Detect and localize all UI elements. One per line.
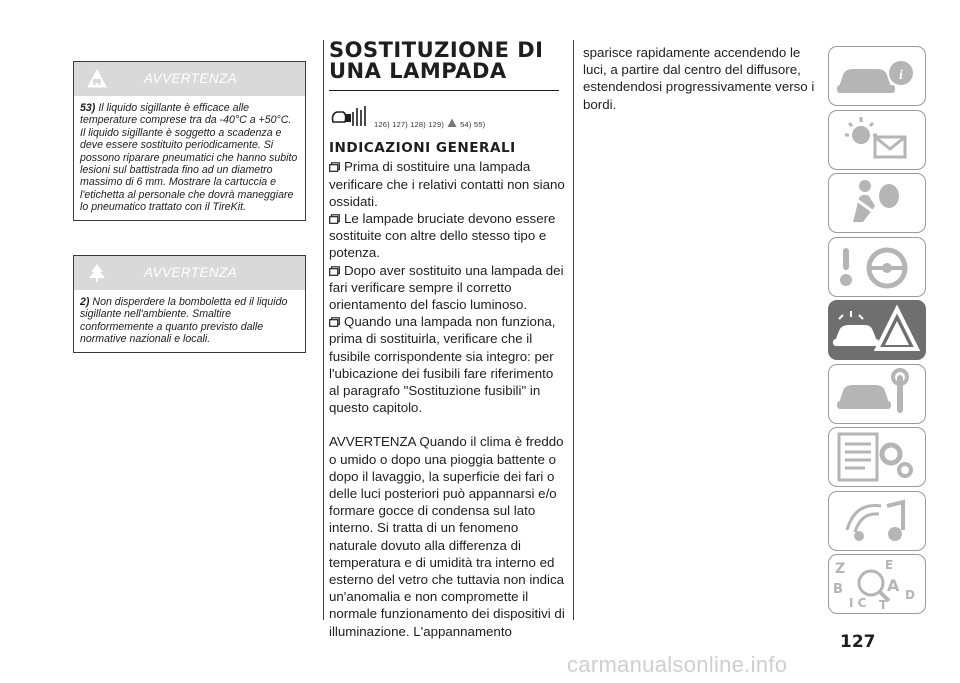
small-car-warning-icon — [447, 118, 457, 128]
caution-refs: 54) 55) — [460, 120, 486, 130]
square-bullet-icon — [329, 214, 340, 224]
column-divider — [573, 40, 574, 620]
svg-text:T: T — [879, 598, 888, 612]
multimedia-icon — [829, 492, 925, 550]
list-item — [329, 262, 565, 314]
chapter-tabs — [828, 46, 928, 618]
warning-ref: 53) — [80, 102, 96, 114]
tab-emergency[interactable] — [828, 300, 926, 360]
list-item — [329, 313, 565, 416]
warning-refs: 126) 127) 128) 129) — [374, 120, 445, 130]
tree-environment-icon — [86, 262, 108, 284]
warning-body: Il liquido sigillante è efficace alle temperature comprese tra da -40°C a +50°C. Il liquido sigillante è soggetto a scadenza e deve essere sostituito periodicamente. Si possono riparare pneumatici che hanno subito lesioni sul battistrada fino ad un diametro massimo di 6 mm. Mostrare la cartuccia e l'etichetta al personale che dovrà maneggiare lo pneumatico trattato con il TireKit. — [80, 102, 298, 214]
continuation-paragraph: sparisce rapidamente accendendo le luci, a partire dal centro del diffusore, estendendosi progressivamente verso i bordi. — [583, 45, 815, 112]
square-bullet-icon — [329, 162, 340, 172]
list-item-text: Le lampade bruciate devono essere sostituite con altre dello stesso tipo e potenza. — [329, 210, 556, 261]
square-bullet-icon — [329, 317, 340, 327]
paragraph-gap — [329, 416, 565, 433]
bulb-icon — [329, 102, 371, 130]
svg-text:Z: Z — [835, 561, 846, 577]
list-item-text: Dopo aver sostituito una lampada dei fari verificare sempre il corretto orientamento del fascio luminoso. — [329, 262, 564, 312]
warning-box-environment — [73, 255, 306, 353]
tab-safety[interactable] — [828, 173, 926, 233]
car-info-icon — [829, 47, 925, 105]
svg-text:E: E — [885, 558, 894, 572]
warning-header — [74, 256, 305, 290]
svg-text:i: i — [899, 68, 903, 83]
list-item — [329, 210, 565, 262]
technical-data-icon — [829, 428, 925, 486]
safety-airbag-icon — [829, 174, 925, 232]
steering-wheel-key-icon — [829, 238, 925, 296]
warning-text — [74, 290, 305, 352]
tab-maintenance[interactable] — [828, 364, 926, 424]
right-column — [583, 44, 821, 113]
list-item — [329, 158, 565, 210]
bullet-list — [329, 158, 565, 639]
tab-multimedia[interactable] — [828, 491, 926, 551]
main-column — [329, 40, 565, 640]
square-bullet-icon — [329, 266, 340, 276]
warning-text — [74, 96, 305, 220]
title-rule — [329, 90, 559, 91]
warning-title: AVVERTENZA — [144, 71, 238, 86]
svg-text:B: B — [833, 582, 843, 597]
tab-car-info[interactable] — [828, 46, 926, 106]
warning-title: AVVERTENZA — [144, 265, 238, 280]
column-divider — [323, 40, 324, 620]
warning-lights-icon — [829, 111, 925, 169]
advisory-paragraph: AVVERTENZA Quando il clima è freddo o umido o dopo una pioggia battente o dopo il lavaggio, la superficie dei fari o delle luci posteriori può appannarsi e/o formare gocce di condensa sul lato interno. Si tratta di un fenomeno naturale dovuto alla differenza di temperatura e di umidità tra interno ed esterno del vetro che tuttavia non indica un'anomalia e non compromette il normale funzionamento dei dispositivi di illuminazione. L'appannamento — [329, 434, 565, 639]
reference-row — [329, 100, 565, 130]
tab-index[interactable] — [828, 554, 926, 614]
section-title — [329, 40, 565, 82]
svg-text:I C: I C — [849, 596, 867, 610]
subsection-title: INDICAZIONI GENERALI — [329, 140, 516, 157]
tab-warning-lights[interactable] — [828, 110, 926, 170]
warning-box-sealant — [73, 61, 306, 221]
emergency-car-icon — [829, 301, 925, 359]
svg-text:D: D — [905, 588, 915, 602]
warning-ref: 2) — [80, 296, 90, 308]
section-title-line2: UNA LAMPADA — [329, 59, 507, 83]
page-number: 127 — [840, 632, 876, 652]
list-item-text: Quando una lampada non funziona, prima di sostituirla, verificare che il fusibile corrispondente sia integro: per l'ubicazione dei fusibili fare riferimento al paragrafo "Sostituzione fusibili" in questo capitolo. — [329, 314, 556, 416]
car-maintenance-icon — [829, 365, 925, 423]
warning-header — [74, 62, 305, 96]
section-title-line1: SOSTITUZIONE DI — [329, 38, 544, 62]
svg-text:A: A — [887, 576, 900, 595]
tab-starting-driving[interactable] — [828, 237, 926, 297]
list-item-text: Prima di sostituire una lampada verificare che i relativi contatti non siano ossidati. — [329, 159, 565, 209]
watermark: carmanualsonline.info — [567, 652, 788, 677]
warning-body: Non disperdere la bomboletta ed il liquido sigillante nell'ambiente. Smaltire conformemente a quanto previsto dalle normative nazionali e locali. — [80, 296, 288, 346]
car-warning-icon — [86, 68, 108, 90]
index-icon — [829, 555, 925, 613]
tab-technical-data[interactable] — [828, 427, 926, 487]
